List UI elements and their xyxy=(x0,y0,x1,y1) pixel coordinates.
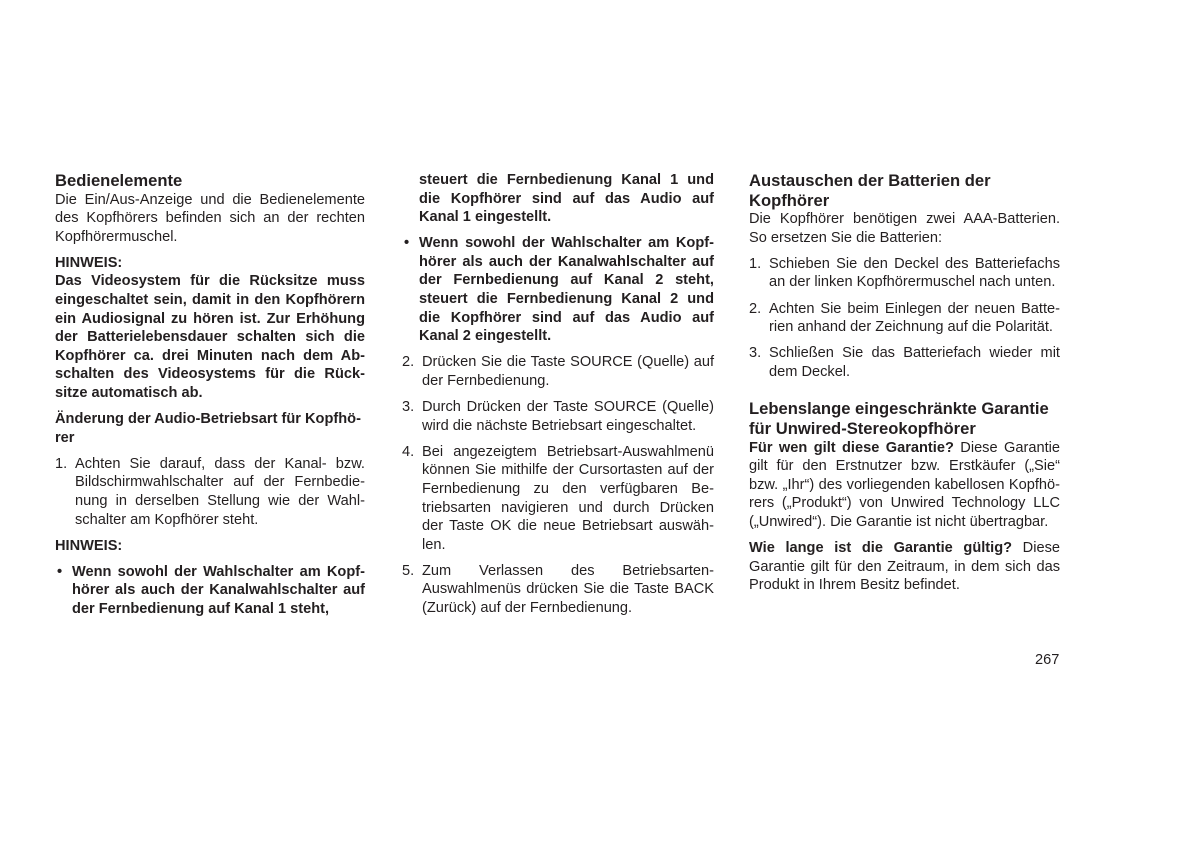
column-right xyxy=(749,171,1060,595)
warranty-duration-text: Diese Garantie gilt für den Zeitraum, in dem sich das Produkt in Ihrem Besitz befindet. xyxy=(749,540,1060,594)
warranty-who-label: Für wen gilt diese Garantie? xyxy=(749,439,954,456)
step-text: Schließen Sie das Batteriefach wieder mit dem Deckel. xyxy=(769,345,1060,380)
controls-intro: Die Ein/Aus-Anzeige und die Bedienelemente des Kopfhörers befinden sich an der rechten Kopfhörermuschel. xyxy=(55,191,365,245)
note-label: HINWEIS: xyxy=(55,537,123,554)
bullet-item-channel-1-continued xyxy=(402,171,714,227)
section-heading-warranty: Lebenslange eingeschränkte Garantie für Unwired-Stereokopfhörer xyxy=(749,399,1049,439)
warranty-duration-label: Wie lange ist die Garantie gültig? xyxy=(749,540,1013,557)
bullet-text: Wenn sowohl der Wahlschalter am Kopfhörer als auch der Kanalwahlschalter auf der Fernbedienung auf Kanal 1 steht, xyxy=(72,563,365,617)
warranty-who-text: Diese Garantie gilt für den Erstnutzer bzw. Erstkäufer („Sie“ bzw. „Ihr“) des vorliegenden kabellosen Kopfhörers („Produkt“) von Unwired Technology LLC („Unwired“). Die Garantie ist nicht übertragbar. xyxy=(749,439,1060,530)
step-number: 3. xyxy=(749,345,762,362)
bullet-item-channel-1 xyxy=(55,563,365,619)
step-text: Drücken Sie die Taste SOURCE (Quelle) auf der Fernbedienung. xyxy=(422,354,714,389)
subheading-audio-mode: Änderung der Audio-Betriebsart für Kopfhörer xyxy=(55,411,361,446)
step-number: 5. xyxy=(402,562,415,579)
bullet-item-channel-2 xyxy=(402,234,714,346)
note-text: Das Videosystem für die Rücksitze muss eingeschaltet sein, damit in den Kopfhörern ein Audiosignal zu hören ist. Zur Erhöhung der Batterielebensdauer schalten sich die Kopfhörer ca. drei Minuten nach dem Abschalten des Videosystems für die Rücksitze automatisch ab. xyxy=(55,273,365,402)
column-left xyxy=(55,171,365,619)
step-text: Durch Drücken der Taste SOURCE (Quelle) wird die nächste Betriebsart eingeschaltet. xyxy=(422,399,714,434)
step-number: 3. xyxy=(402,399,415,416)
step-number: 2. xyxy=(402,354,415,371)
step-text: Achten Sie darauf, dass der Kanal- bzw. Bildschirmwahlschalter auf der Fernbedienung in derselben Stellung wie der Wahlschalter am Kopfhörer steht. xyxy=(75,455,365,528)
step-number: 1. xyxy=(749,255,762,272)
bullet-icon: • xyxy=(57,563,63,580)
warranty-duration-paragraph xyxy=(749,539,1060,595)
bullet-text: steuert die Fernbedienung Kanal 1 und die Kopfhörer sind auf das Audio auf Kanal 1 eingestellt. xyxy=(419,172,714,226)
step-text: Achten Sie beim Einlegen der neuen Batterien anhand der Zeichnung auf die Polarität. xyxy=(769,300,1060,336)
battery-step-1 xyxy=(749,255,1060,292)
section-heading-battery: Austauschen der Batterien der Kopfhörer xyxy=(749,171,991,210)
step-text: Zum Verlassen des Betriebsarten-Auswahlmenüs drücken Sie die Taste BACK (Zurück) auf der Fernbedienung. xyxy=(422,562,714,616)
battery-step-3 xyxy=(749,344,1060,381)
battery-intro: Die Kopfhörer benötigen zwei AAA-Batterien. So ersetzen Sie die Batterien: xyxy=(749,211,1060,246)
step-item-2 xyxy=(402,353,714,390)
step-item-5 xyxy=(402,562,714,618)
page-number: 267 xyxy=(1035,652,1060,668)
column-middle xyxy=(402,171,714,618)
step-text: Bei angezeigtem Betriebsart-Auswahlmenü können Sie mithilfe der Cursortasten auf der Fernbedienung zu den verfügbaren Betriebsarten navigieren und durch Drücken der Taste OK die neue Betriebsart auswählen. xyxy=(422,443,714,553)
bullet-icon: • xyxy=(404,235,410,252)
battery-step-2 xyxy=(749,300,1060,337)
step-item-3 xyxy=(402,398,714,435)
step-item-4 xyxy=(402,443,714,555)
step-number: 2. xyxy=(749,300,762,317)
warranty-who-paragraph xyxy=(749,439,1060,532)
step-number: 4. xyxy=(402,443,415,460)
section-heading-controls: Bedienelemente xyxy=(55,171,183,190)
step-item-1 xyxy=(55,455,365,529)
note-label: HINWEIS: xyxy=(55,254,123,271)
bullet-text: Wenn sowohl der Wahlschalter am Kopfhörer als auch der Kanalwahlschalter auf der Fernbedienung auf Kanal 2 steht, steuert die Fernbedienung Kanal 2 und die Kopfhörer sind auf das Audio auf Kanal 2 eingestellt. xyxy=(419,235,714,345)
step-text: Schieben Sie den Deckel des Batteriefachs an der linken Kopfhörermuschel nach unten. xyxy=(769,255,1060,291)
step-number: 1. xyxy=(55,455,68,472)
